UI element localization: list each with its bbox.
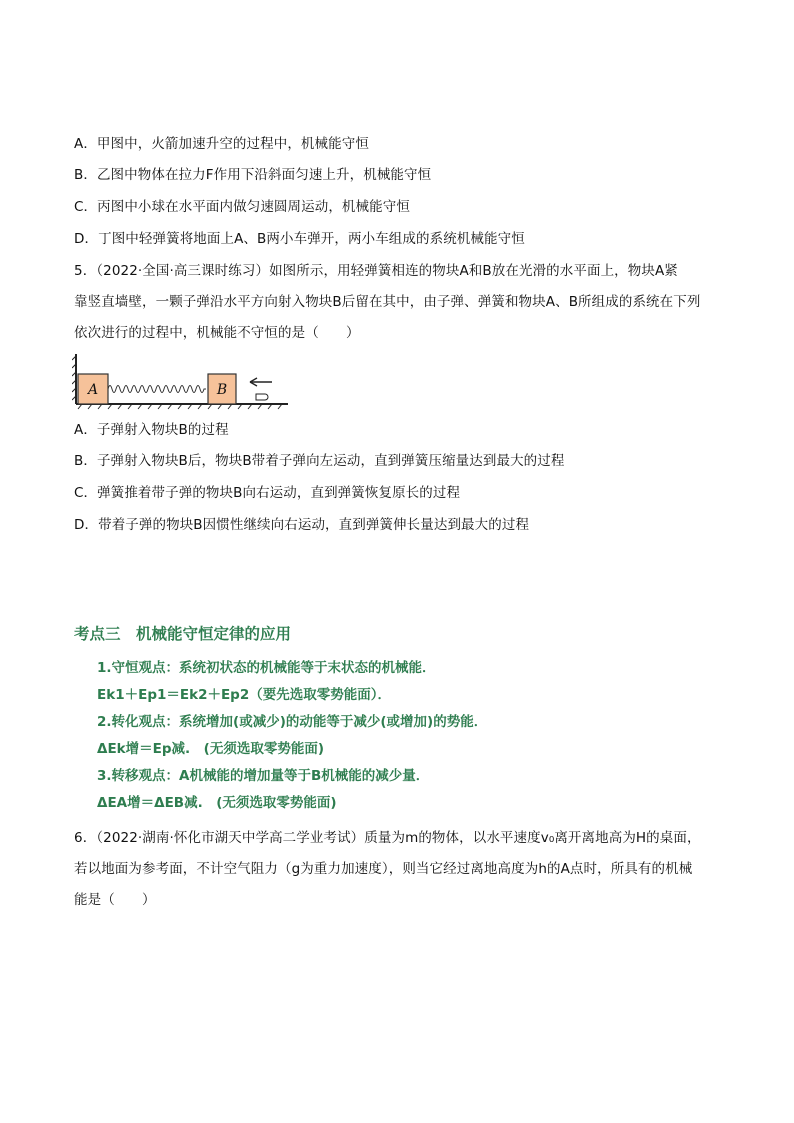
q6-stem-line-1: 6．（2022·湖南·怀化市湖天中学高二学业考试）质量为m的物体，以水平速度v₀离开离地高为H的桌面， bbox=[74, 830, 701, 846]
formula-2: ΔEk增＝Ep减. (无须选取零势能面) bbox=[97, 741, 325, 757]
q5-option-c: C．弹簧推着带子弹的物块B向右运动，直到弹簧恢复原长的过程 bbox=[74, 485, 461, 501]
section-title: 考点三 机械能守恒定律的应用 bbox=[74, 625, 292, 643]
block-a-label: A bbox=[87, 382, 99, 398]
block-b-label: B bbox=[216, 382, 228, 398]
spring bbox=[108, 386, 206, 393]
q6-stem-line-3: 能是（ ） bbox=[74, 892, 156, 908]
q5-option-d: D．带着子弹的物块B因惯性继续向右运动，直到弹簧伸长量达到最大的过程 bbox=[74, 517, 530, 533]
spring-block-figure bbox=[72, 352, 292, 410]
formula-1: Ek1＋Ep1＝Ek2＋Ep2（要先选取零势能面）． bbox=[97, 687, 391, 703]
q4-option-c: C．丙图中小球在水平面内做匀速圆周运动，机械能守恒 bbox=[74, 199, 410, 215]
formula-3: ΔEA增＝ΔEB减. (无须选取零势能面) bbox=[97, 795, 337, 811]
q5-stem-line-1: 5．（2022·全国·高三课时练习）如图所示，用轻弹簧相连的物块A和B放在光滑的水平面上，物块A紧 bbox=[74, 263, 678, 279]
q4-option-a: A．甲图中，火箭加速升空的过程中，机械能守恒 bbox=[74, 136, 369, 152]
q5-stem-line-3: 依次进行的过程中，机械能不守恒的是（ ） bbox=[74, 325, 360, 341]
point-1: 1.守恒观点：系统初状态的机械能等于末状态的机械能． bbox=[97, 660, 436, 676]
point-3: 3.转移观点：A机械能的增加量等于B机械能的减少量． bbox=[97, 768, 430, 784]
point-2: 2.转化观点：系统增加(或减少)的动能等于减少(或增加)的势能． bbox=[97, 714, 488, 730]
q4-option-b: B．乙图中物体在拉力F作用下沿斜面匀速上升，机械能守恒 bbox=[74, 167, 432, 183]
q5-option-a: A．子弹射入物块B的过程 bbox=[74, 422, 229, 438]
q6-stem-line-2: 若以地面为参考面，不计空气阻力（g为重力加速度），则当它经过离地高度为h的A点时，所具有的机械 bbox=[74, 861, 693, 877]
bullet-icon bbox=[256, 394, 268, 400]
q4-option-d: D．丁图中轻弹簧将地面上A、B两小车弹开，两小车组成的系统机械能守恒 bbox=[74, 231, 525, 247]
q5-option-b: B．子弹射入物块B后，物块B带着子弹向左运动，直到弹簧压缩量达到最大的过程 bbox=[74, 453, 565, 469]
q5-stem-line-2: 靠竖直墙壁，一颗子弹沿水平方向射入物块B后留在其中，由子弹、弹簧和物块A、B所组成的系统在下列 bbox=[74, 294, 701, 310]
